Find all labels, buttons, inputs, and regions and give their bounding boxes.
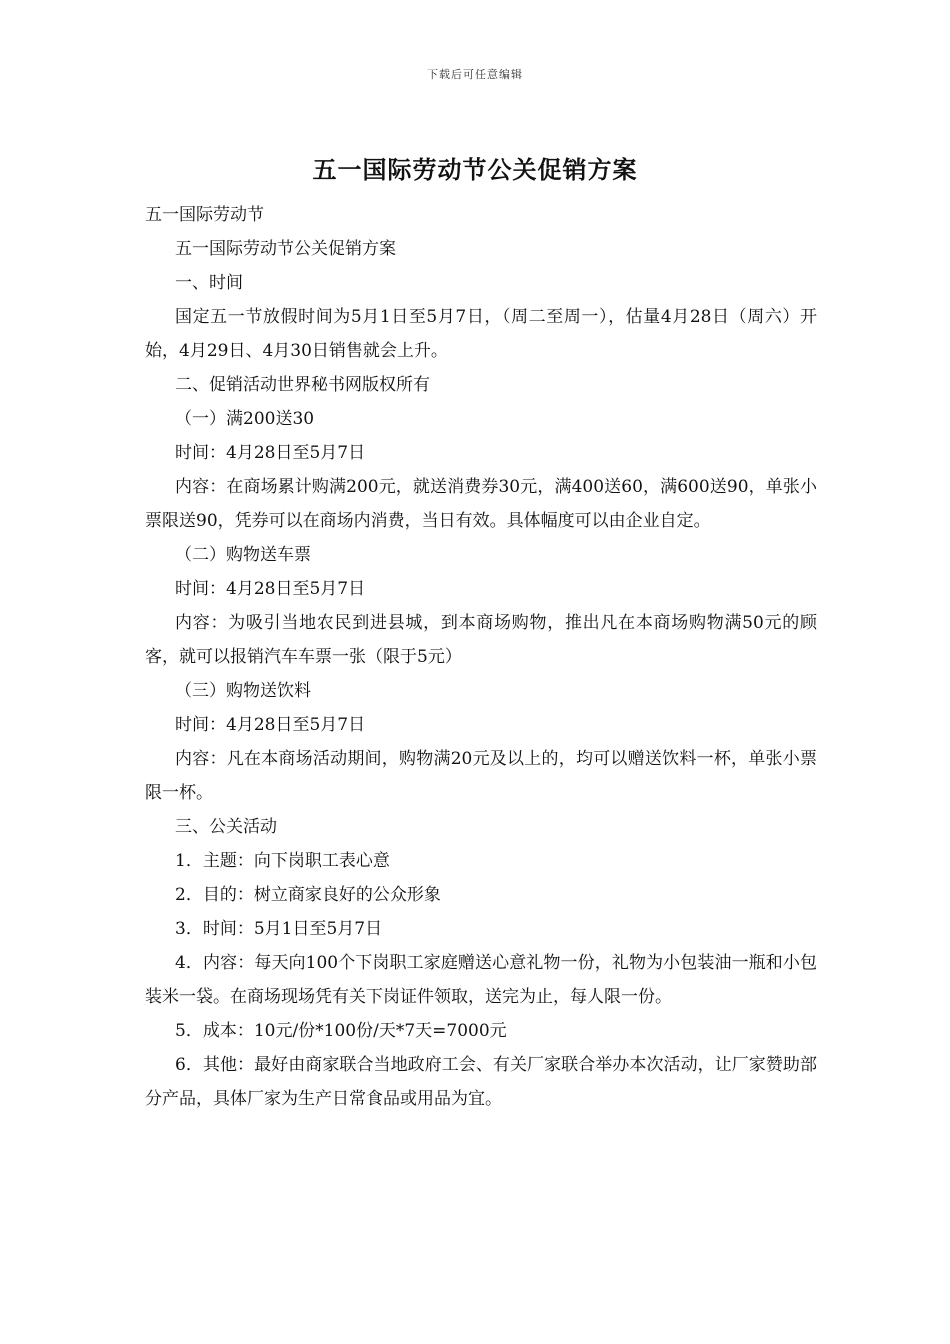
document-body <box>145 198 817 1116</box>
heading-promotion: 二、促销活动世界秘书网版权所有 <box>175 375 430 395</box>
page-header-note: 下载后可任意编辑 <box>427 68 523 81</box>
promo-2-time: 时间：4月28日至5月7日 <box>175 579 366 599</box>
pr-item-cost: 5．成本：10元/份*100份/天*7天=7000元 <box>175 1021 507 1041</box>
paragraph-holiday-time: 国定五一节放假时间为5月1日至5月7日，（周二至周一），估量4月28日（周六）开始，4月29日、4月30日销售就会上升。 <box>145 307 817 361</box>
pr-item-time: 3．时间：5月1日至5月7日 <box>175 919 383 939</box>
pr-item-other: 6．其他：最好由商家联合当地政府工会、有关厂家联合举办本次活动，让厂家赞助部分产品，具体厂家为生产日常食品或用品为宜。 <box>145 1055 817 1109</box>
heading-pr-activity: 三、公关活动 <box>175 817 277 837</box>
promo-3-time: 时间：4月28日至5月7日 <box>175 715 366 735</box>
subheading-promo-2: （二）购物送车票 <box>175 545 311 565</box>
pr-item-goal: 2．目的：树立商家良好的公众形象 <box>175 885 441 905</box>
subheading-promo-1: （一）满200送30 <box>175 409 315 429</box>
promo-1-content: 内容：在商场累计购满200元，就送消费券30元，满400送60，满600送90，单张小票限送90，凭券可以在商场内消费，当日有效。具体幅度可以由企业自定。 <box>145 477 817 531</box>
paragraph-subtitle: 五一国际劳动节公关促销方案 <box>175 239 396 259</box>
pr-item-content: 4．内容：每天向100个下岗职工家庭赠送心意礼物一份，礼物为小包装油一瓶和小包装米一袋。在商场现场凭有关下岗证件领取，送完为止，每人限一份。 <box>145 953 817 1007</box>
promo-2-content: 内容：为吸引当地农民到进县城，到本商场购物，推出凡在本商场购物满50元的顾客，就可以报销汽车车票一张（限于5元） <box>145 613 817 667</box>
heading-time: 一、时间 <box>175 273 243 293</box>
paragraph-section-heading: 五一国际劳动节 <box>145 205 264 225</box>
promo-3-content: 内容：凡在本商场活动期间，购物满20元及以上的，均可以赠送饮料一杯，单张小票限一杯。 <box>145 749 817 803</box>
promo-1-time: 时间：4月28日至5月7日 <box>175 443 366 463</box>
pr-item-theme: 1．主题：向下岗职工表心意 <box>175 851 390 871</box>
document-title: 五一国际劳动节公关促销方案 <box>312 155 638 184</box>
subheading-promo-3: （三）购物送饮料 <box>175 681 311 701</box>
